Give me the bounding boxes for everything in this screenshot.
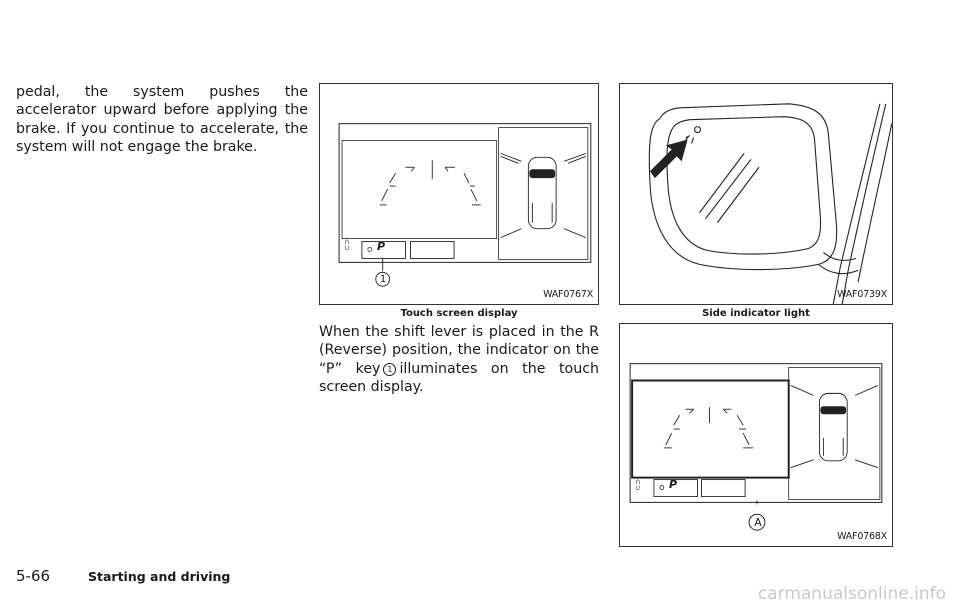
svg-text:⊂⊃: ⊂⊃ [343, 238, 351, 251]
svg-text:ſ: ſ [685, 135, 689, 144]
p-key-label: P [669, 478, 678, 491]
figure-code: WAF0767X [543, 289, 593, 300]
touch-screen-illustration-a [620, 324, 892, 546]
p-key-label: P [377, 240, 386, 253]
figure-code: WAF0768X [837, 531, 887, 542]
callout-1: 1 [379, 274, 387, 285]
watermark: carmanualsonline.info [757, 584, 946, 604]
figure-touch-screen [319, 83, 599, 305]
reverse-indicator-paragraph [319, 323, 599, 397]
inline-callout-1: 1 [383, 363, 396, 376]
figure-caption: Side indicator light [702, 308, 810, 319]
section-title: Starting and driving [88, 569, 231, 584]
svg-text:⊂⊃: ⊂⊃ [634, 478, 643, 491]
left-column-paragraph [16, 83, 308, 157]
figure-code: WAF0739X [837, 289, 887, 300]
middle-column-paragraph [319, 323, 599, 397]
figure-touch-screen-2 [619, 323, 893, 547]
callout-a: A [754, 516, 762, 529]
reverse-text-after: illuminates on the touch screen display. [319, 360, 599, 396]
figure-side-indicator [619, 83, 893, 305]
side-mirror-illustration [620, 84, 892, 304]
continued-paragraph: pedal, the system pushes the accelerator upward before applying the brake. If you continue to accelerate, the system will not engage the brake. [16, 84, 308, 156]
figure-caption: Touch screen display [400, 308, 518, 319]
reverse-text-before: When the shift lever is placed in the R (Reverse) position, the indicator on the “P” key [319, 324, 599, 377]
touch-screen-illustration [320, 84, 598, 304]
page-number: 5-66 [16, 567, 51, 585]
